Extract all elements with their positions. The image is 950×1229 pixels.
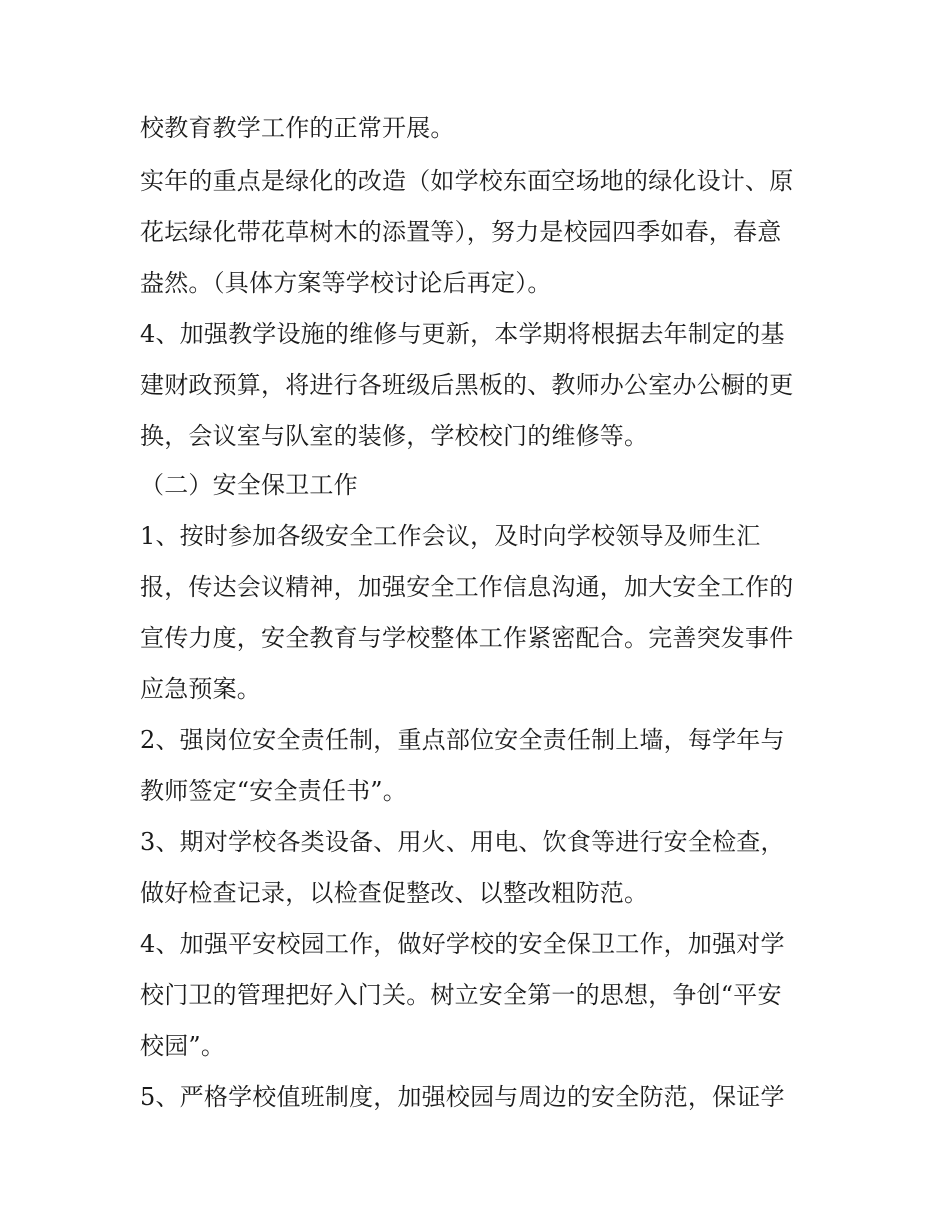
text-line: 应急预案。	[140, 675, 261, 703]
section-heading: （二）安全保卫工作	[140, 471, 358, 499]
text-line: 换，会议室与队室的装修，学校校门的维修等。	[140, 422, 649, 450]
text-line: 实年的重点是绿化的改造（如学校东面空场地的绿化设计、原	[140, 167, 794, 195]
text-line: 报，传达会议精神，加强安全工作信息沟通，加大安全工作的	[140, 573, 794, 601]
text-line: 做好检查记录，以检查促整改、以整改粗防范。	[140, 879, 649, 907]
text-line: 建财政预算，将进行各班级后黑板的、教师办公室办公橱的更	[140, 371, 794, 399]
text-line: 4、加强教学设施的维修与更新，本学期将根据去年制定的基	[140, 320, 785, 348]
text-line: 4、加强平安校园工作，做好学校的安全保卫工作，加强对学	[140, 930, 785, 958]
text-line: 校教育教学工作的正常开展。	[140, 114, 455, 142]
text-line: 校门卫的管理把好入门关。树立安全第一的思想，争创“平安	[140, 981, 782, 1009]
text-line: 花坛绿化带花草树木的添置等），努力是校园四季如春，春意	[140, 218, 782, 246]
text-line: 3、期对学校各类设备、用火、用电、饮食等进行安全检查，	[140, 828, 785, 856]
text-line: 1、按时参加各级安全工作会议，及时向学校领导及师生汇	[140, 522, 761, 550]
text-line: 校园”。	[140, 1032, 226, 1060]
text-line: 教师签定“安全责任书”。	[140, 777, 407, 805]
text-line: 2、强岗位安全责任制，重点部位安全责任制上墙，每学年与	[140, 726, 785, 754]
text-line: 5、严格学校值班制度，加强校园与周边的安全防范，保证学	[140, 1083, 785, 1111]
text-line: 宣传力度，安全教育与学校整体工作紧密配合。完善突发事件	[140, 624, 794, 652]
text-line: 盎然。（具体方案等学校讨论后再定）。	[140, 269, 552, 297]
